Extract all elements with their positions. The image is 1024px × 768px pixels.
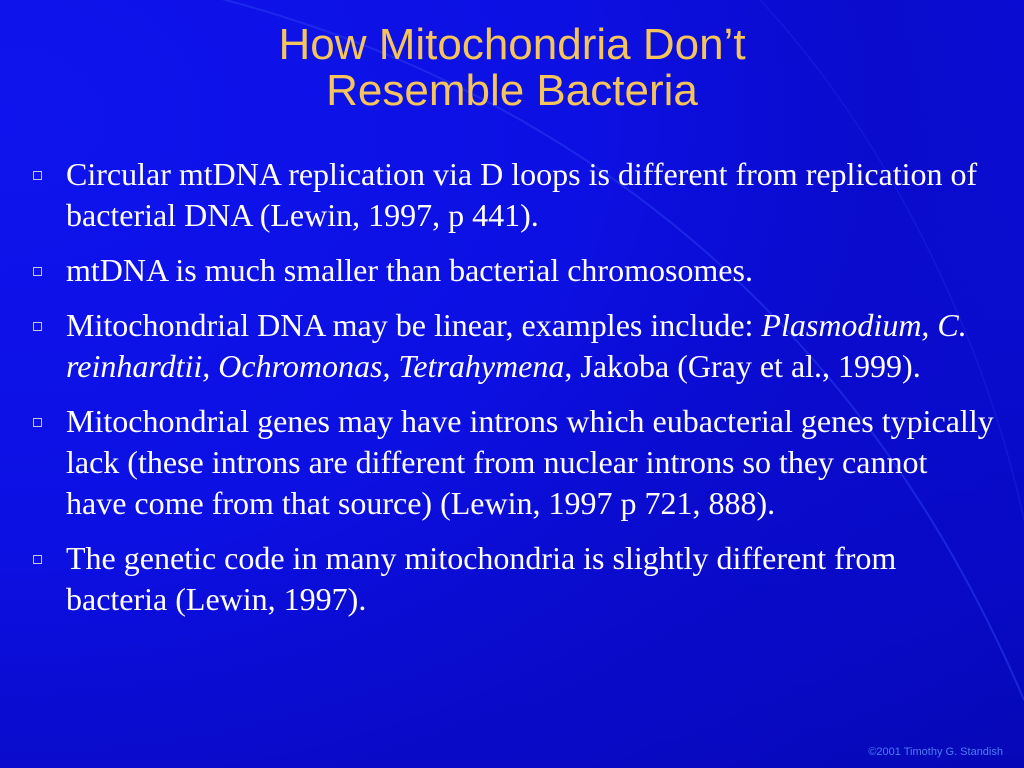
bullet-text [66, 305, 994, 387]
bullet-text: Mitochondrial genes may have introns which eubacterial genes typically lack (these introns are different from nuclear introns so they cannot have come from that source) (Lewin, 1997 p 721, 888). [66, 403, 994, 521]
bullet-square-icon [33, 171, 42, 180]
slide-title [0, 22, 1024, 114]
bullet-item [0, 401, 1024, 524]
bullet-text: Circular mtDNA replication via D loops is different from replication of bacterial DNA (Lewin, 1997, p 441). [66, 156, 978, 233]
organism-list: Plasmodium, C. reinhardtii, Ochromonas, Tetrahymena [66, 307, 967, 384]
copyright-footer: ©2001 Timothy G. Standish [868, 746, 1003, 758]
bullet-text: The genetic code in many mitochondria is slightly different from bacteria (Lewin, 1997). [66, 540, 897, 617]
bullet-item [0, 250, 1024, 291]
bullet-square-icon [33, 267, 42, 276]
bullet-text-plain: , Jakoba (Gray et al., 1999). [564, 348, 921, 384]
bullet-item [0, 305, 1024, 387]
bullet-square-icon [33, 555, 42, 564]
bullet-text: mtDNA is much smaller than bacterial chromosomes. [66, 252, 753, 288]
bullet-list [0, 154, 1024, 634]
bullet-square-icon [33, 322, 42, 331]
title-line-1: How Mitochondria Don’t [278, 20, 746, 69]
bullet-text-plain: Mitochondrial DNA may be linear, examples include: [66, 307, 762, 343]
bullet-item [0, 538, 1024, 620]
title-line-2: Resemble Bacteria [326, 66, 698, 115]
bullet-square-icon [33, 418, 42, 427]
bullet-item [0, 154, 1024, 236]
